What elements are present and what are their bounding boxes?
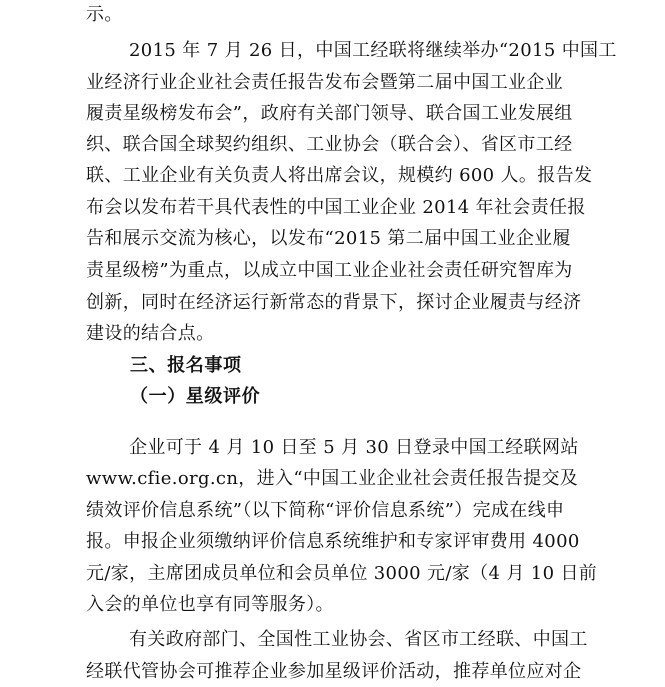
- text-line: 布会以发布若干具代表性的中国工业企业 2014 年社会责任报: [86, 197, 586, 218]
- text-line: 业经济行业企业社会责任报告发布会暨第二届中国工业企业: [86, 72, 564, 93]
- text-line: 报。申报企业须缴纳评价信息系统维护和专家评审费用 4000: [86, 531, 580, 552]
- text-line: 绩效评价信息系统”（以下简称“评价信息系统”）完成在线申: [86, 500, 565, 521]
- text-line: 告和展示交流为核心，以发布“2015 第二届中国工业企业履: [86, 228, 571, 249]
- text-line: 创新，同时在经济运行新常态的背景下，探讨企业履责与经济: [86, 292, 582, 313]
- text-line: 有关政府部门、全国性工业协会、省区市工经联、中国工: [129, 629, 588, 650]
- text-line: 建设的结合点。: [86, 323, 215, 344]
- text-line: 履责星级榜发布会”，政府有关部门领导、联合国工业发展组: [86, 103, 573, 124]
- subsection-heading: （一）星级评价: [130, 386, 261, 407]
- text-line: 2015 年 7 月 26 日，中国工经联将继续举办“2015 中国工: [129, 40, 617, 61]
- text-line: 联、工业企业有关负责人将出席会议，规模约 600 人。报告发: [86, 165, 593, 186]
- text-line: www.cfie.org.cn，进入“中国工业企业社会责任报告提交及: [86, 468, 579, 489]
- text-line: 入会的单位也享有同等服务）。: [86, 594, 334, 615]
- text-line: 责星级榜”为重点，以成立中国工业企业社会责任研究智库为: [86, 260, 573, 281]
- section-heading: 三、报名事项: [130, 355, 242, 376]
- text-line: 织、联合国全球契约组织、工业协会（联合会）、省区市工经: [86, 134, 573, 155]
- text-line: 经联代管协会可推荐企业参加星级评价活动，推荐单位应对企: [86, 661, 582, 682]
- text-line: 示。: [86, 4, 123, 25]
- text-line: 企业可于 4 月 10 日至 5 月 30 日登录中国工经联网站: [129, 437, 579, 458]
- text-line: 元/家，主席团成员单位和会员单位 3000 元/家（4 月 10 日前: [86, 563, 598, 584]
